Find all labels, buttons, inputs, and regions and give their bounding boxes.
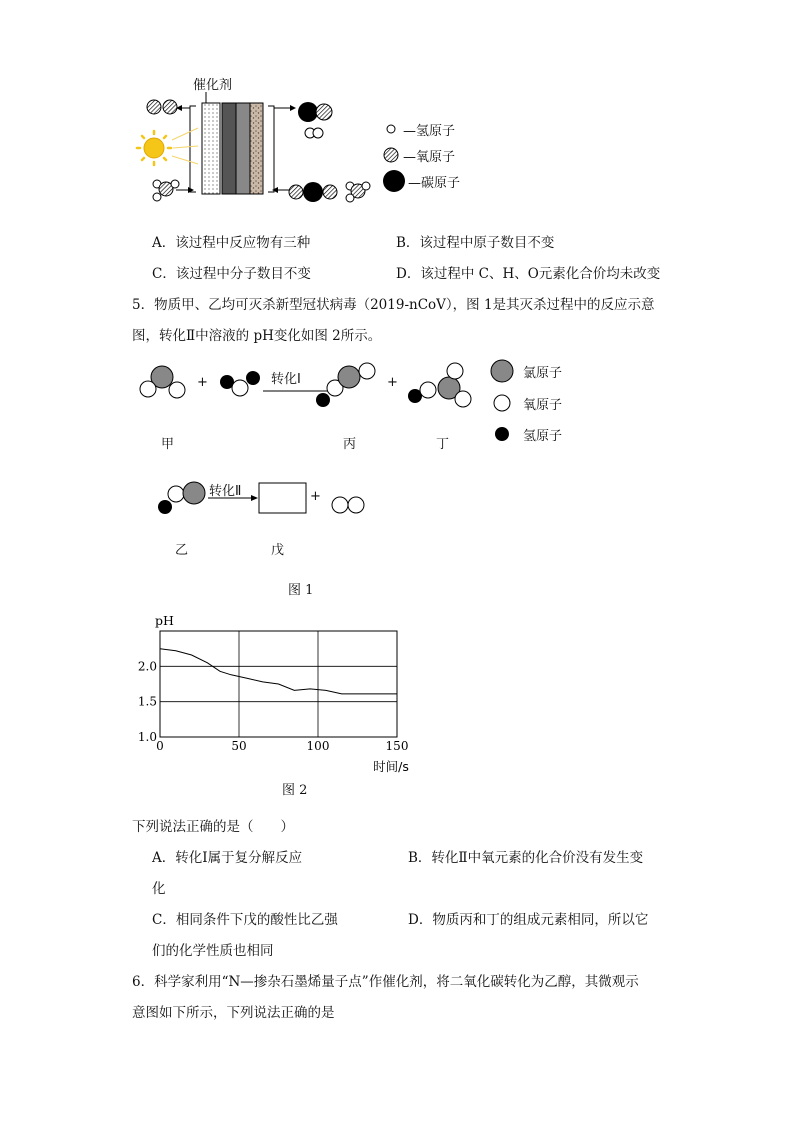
legend-hydrogen-label: —氢原子 (403, 124, 456, 139)
plus-sign: + (387, 375, 398, 390)
q4-option-c: C．该过程中分子数目不变 (152, 266, 311, 282)
legend-carbon-label: —碳原子 (408, 176, 461, 191)
q5-option-d-line2: 们的化学性质也相同 (152, 943, 274, 959)
conversion-2-label: 转化Ⅱ (209, 484, 242, 499)
label-yi: 乙 (175, 543, 189, 558)
ph-series-line (160, 649, 397, 694)
q6-stem-line1: 6．科学家利用“N—掺杂石墨烯量子点”作催化剂，将二氧化碳转化为乙醇，其微观示 (132, 974, 639, 990)
q5-option-b-line2: 化 (152, 881, 166, 897)
q5-option-c: C．相同条件下戊的酸性比乙强 (152, 912, 338, 928)
x-tick-label: 150 (385, 739, 409, 753)
legend-chlorine-label: 氯原子 (523, 366, 563, 381)
y-axis-label: pH (155, 613, 174, 628)
legend-oxygen-label: —氧原子 (403, 150, 456, 165)
q5-option-b-line1: B．转化Ⅱ中氧元素的化合价没有发生变 (408, 850, 644, 866)
x-axis-label: 时间/s (373, 759, 409, 774)
q5-option-a: A．转化Ⅰ属于复分解反应 (152, 850, 303, 866)
q4-option-a: A．该过程中反应物有三种 (152, 235, 311, 251)
label-jia: 甲 (161, 437, 175, 452)
conversion-1-label: 转化Ⅰ (271, 372, 301, 387)
x-tick-label: 100 (306, 739, 330, 753)
plus-sign: + (310, 489, 321, 504)
label-wu: 戊 (271, 543, 285, 558)
q4-option-b: B．该过程中原子数目不变 (396, 235, 555, 251)
plus-sign: + (197, 375, 208, 390)
label-bing: 丙 (343, 437, 357, 452)
q5-stem-line1: 5．物质甲、乙均可灭杀新型冠状病毒（2019-nCoV），图 1是其灭杀过程中的反应示意 (132, 297, 655, 313)
q5-question: 下列说法正确的是（ ） (132, 819, 294, 835)
q4-option-d: D．该过程中 C、H、O元素化合价均未改变 (396, 266, 661, 282)
legend-oxygen-label: 氧原子 (523, 398, 563, 413)
q5-stem-line2: 图，转化Ⅱ中溶液的 pH变化如图 2所示。 (132, 328, 382, 344)
y-tick-label: 2.0 (137, 659, 157, 674)
legend-hydrogen-label: 氢原子 (523, 429, 563, 444)
q5-option-d-line1: D．物质丙和丁的组成元素相同，所以它 (408, 912, 649, 928)
figure2-caption: 图 2 (282, 783, 308, 798)
x-tick-label: 50 (231, 739, 247, 753)
catalyst-label: 催化剂 (193, 78, 233, 93)
q6-stem-line2: 意图如下所示，下列说法正确的是 (132, 1005, 335, 1021)
y-tick-label: 1.5 (137, 694, 157, 709)
y-tick-label: 1.0 (137, 730, 157, 744)
figure1-caption: 图 1 (288, 583, 314, 598)
label-ding: 丁 (436, 437, 450, 452)
x-tick-label: 0 (156, 739, 164, 753)
